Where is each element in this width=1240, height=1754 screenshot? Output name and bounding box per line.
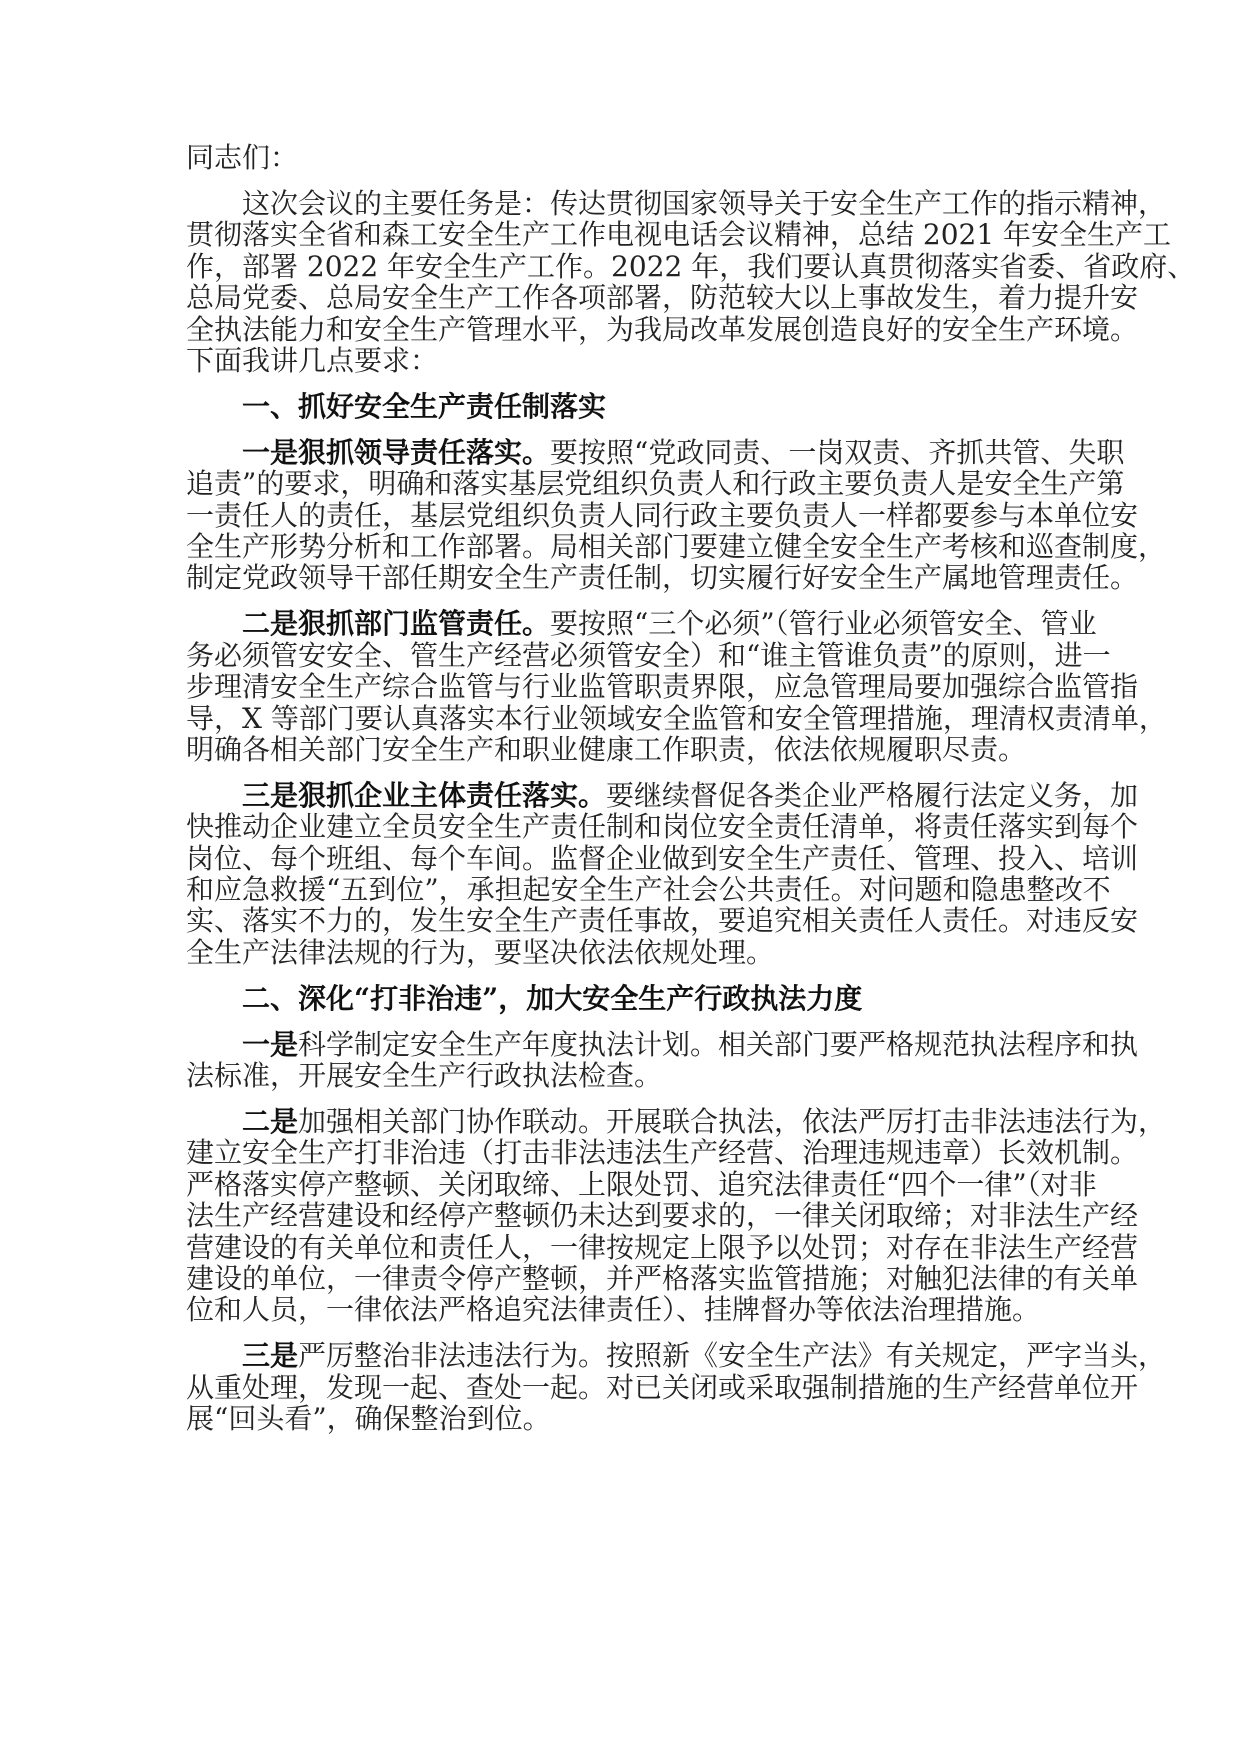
line-text: 严厉整治非法违法行为。按照新《安全生产法》有关规定，严字当头，	[298, 1339, 1167, 1373]
line-text: 步理清安全生产综合监管与行业监管职责界限，应急管理局要加强综合监管指	[186, 670, 1139, 704]
text-line	[186, 345, 1082, 376]
line-text: 快推动企业建立全员安全生产责任制和岗位安全责任清单，将责任落实到每个	[186, 810, 1139, 844]
line-text: 这次会议的主要任务是：传达贯彻国家领导关于安全生产工作的指示精神，	[242, 186, 1167, 220]
line-text: 作，部署 2022 年安全生产工作。2022 年，我们要认真贯彻落实省委、省政府、	[186, 249, 1196, 283]
line-text: 法标准，开展安全生产行政执法检查。	[186, 1059, 663, 1093]
paragraph	[186, 1027, 1139, 1093]
text-line	[186, 1294, 1082, 1325]
paragraph-list	[186, 186, 1196, 1436]
paragraph	[186, 435, 1167, 595]
text-line	[186, 435, 1125, 469]
text-line	[186, 873, 1111, 907]
line-text: 建立安全生产打非治违（打击非法违法生产经营、治理违规违章）长效机制。	[186, 1136, 1139, 1170]
paragraph-lead: 二是	[242, 1104, 299, 1138]
line-text: 位和人员，一律依法严格追究法律责任）、挂牌督办等依法治理措施。	[186, 1293, 1041, 1327]
document-body	[186, 141, 1196, 1449]
text-line	[186, 1136, 1139, 1170]
text-line	[186, 186, 1167, 220]
paragraph-lead: 一是狠抓领导责任落实。	[242, 435, 551, 469]
line-text: 制定党政领导干部任期安全生产责任制，切实履行好安全生产属地管理责任。	[186, 561, 1139, 595]
text-line	[186, 1230, 1139, 1264]
paragraph-lead: 二是狠抓部门监管责任。	[242, 607, 551, 641]
text-line	[186, 701, 1167, 735]
text-line	[186, 1339, 1167, 1373]
line-text: 加强相关部门协作联动。开展联合执法，依法严厉打击非法违法行为，	[298, 1104, 1167, 1138]
line-text: 要按照“三个必须”（管行业必须管安全、管业	[550, 607, 1097, 641]
line-text: 实、落实不力的，发生安全生产责任事故，要追究相关责任人责任。对违反安	[186, 904, 1139, 938]
line-text: 下面我讲几点要求：	[186, 343, 439, 377]
text-line	[186, 1104, 1167, 1138]
text-line	[186, 1370, 1139, 1404]
paragraph	[186, 1339, 1167, 1436]
greeting: 同志们：	[186, 141, 299, 174]
text-line	[186, 467, 1125, 501]
text-line	[186, 561, 1139, 595]
line-text: 科学制定安全生产年度执法计划。相关部门要严格规范执法程序和执	[298, 1027, 1139, 1061]
text-line	[186, 218, 1172, 252]
line-text: 明确各相关部门安全生产和职业健康工作职责，依法依规履职尽责。	[186, 732, 1027, 766]
text-line	[186, 937, 1082, 968]
section-heading	[186, 983, 1082, 1014]
text-line	[186, 498, 1139, 532]
paragraph-lead: 三是	[242, 1339, 299, 1373]
paragraph	[186, 607, 1167, 766]
line-text: 和应急救援“五到位”，承担起安全生产社会公共责任。对问题和隐患整改不	[186, 873, 1111, 907]
text-line	[186, 312, 1139, 346]
line-text: 全执法能力和安全生产管理水平，为我局改革发展创造良好的安全生产环境。	[186, 312, 1139, 346]
text-line	[186, 391, 1082, 422]
line-text: 二、深化“打非治违”，加大安全生产行政执法力度	[242, 981, 863, 1015]
line-text: 岗位、每个班组、每个车间。监督企业做到安全生产责任、管理、投入、培训	[186, 841, 1139, 875]
text-line	[186, 1403, 1082, 1434]
text-line	[186, 1167, 1097, 1201]
line-text: 总局党委、总局安全生产工作各项部署，防范较大以上事故发生，着力提升安	[186, 281, 1139, 315]
text-line	[186, 778, 1139, 812]
line-text: 展“回头看”，确保整治到位。	[186, 1402, 551, 1436]
line-text: 严格落实停产整顿、关闭取缔、上限处罚、追究法律责任“四个一律”（对非	[186, 1167, 1097, 1201]
text-line	[186, 281, 1139, 315]
line-text: 建设的单位，一律责令停产整顿，并严格落实监管措施；对触犯法律的有关单	[186, 1262, 1139, 1295]
paragraph-lead: 三是狠抓企业主体责任落实。	[242, 778, 607, 812]
text-line	[186, 841, 1139, 875]
paragraph	[186, 186, 1196, 377]
text-line	[186, 1199, 1139, 1233]
paragraph	[186, 1104, 1167, 1327]
text-line	[186, 249, 1196, 283]
line-text: 从重处理，发现一起、查处一起。对已关闭或采取强制措施的生产经营单位开	[186, 1370, 1139, 1404]
line-text: 追责”的要求，明确和落实基层党组织负责人和行政主要负责人是安全生产第	[186, 467, 1125, 501]
line-text: 务必须管安安全、管生产经营必须管安全）和“谁主管谁负责”的原则，进一	[186, 638, 1111, 672]
paragraph	[186, 778, 1139, 969]
text-line	[186, 607, 1097, 641]
text-line	[186, 1060, 1082, 1091]
line-text: 法生产经营建设和经停产整顿仍未达到要求的，一律关闭取缔；对非法生产经	[186, 1199, 1139, 1233]
line-text: 贯彻落实全省和森工安全生产工作电视电话会议精神，总结 2021 年安全生产工	[186, 218, 1172, 252]
text-line	[186, 810, 1139, 844]
line-text: 导，X 等部门要认真落实本行业领域安全监管和安全管理措施，理清权责清单，	[186, 701, 1167, 735]
line-text: 一、抓好安全生产责任制落实	[242, 389, 607, 423]
section-heading	[186, 391, 1082, 422]
line-text: 营建设的有关单位和责任人，一律按规定上限予以处罚；对存在非法生产经营	[186, 1230, 1139, 1264]
text-line	[186, 904, 1139, 938]
text-line	[186, 638, 1111, 672]
text-line	[186, 529, 1167, 563]
line-text: 要按照“党政同责、一岗双责、齐抓共管、失职	[550, 435, 1125, 469]
line-text: 全生产法律法规的行为，要坚决依法依规处理。	[186, 935, 775, 969]
line-text: 一责任人的责任，基层党组织负责人同行政主要负责人一样都要参与本单位安	[186, 498, 1139, 532]
line-text: 全生产形势分析和工作部署。局相关部门要建立健全安全生产考核和巡查制度，	[186, 529, 1167, 563]
text-line	[186, 983, 1082, 1014]
line-text: 要继续督促各类企业严格履行法定义务，加	[606, 778, 1139, 812]
text-line	[186, 734, 1082, 765]
text-line	[186, 1262, 1139, 1295]
paragraph-lead: 一是	[242, 1027, 299, 1061]
text-line	[186, 1027, 1139, 1061]
text-line	[186, 670, 1139, 704]
